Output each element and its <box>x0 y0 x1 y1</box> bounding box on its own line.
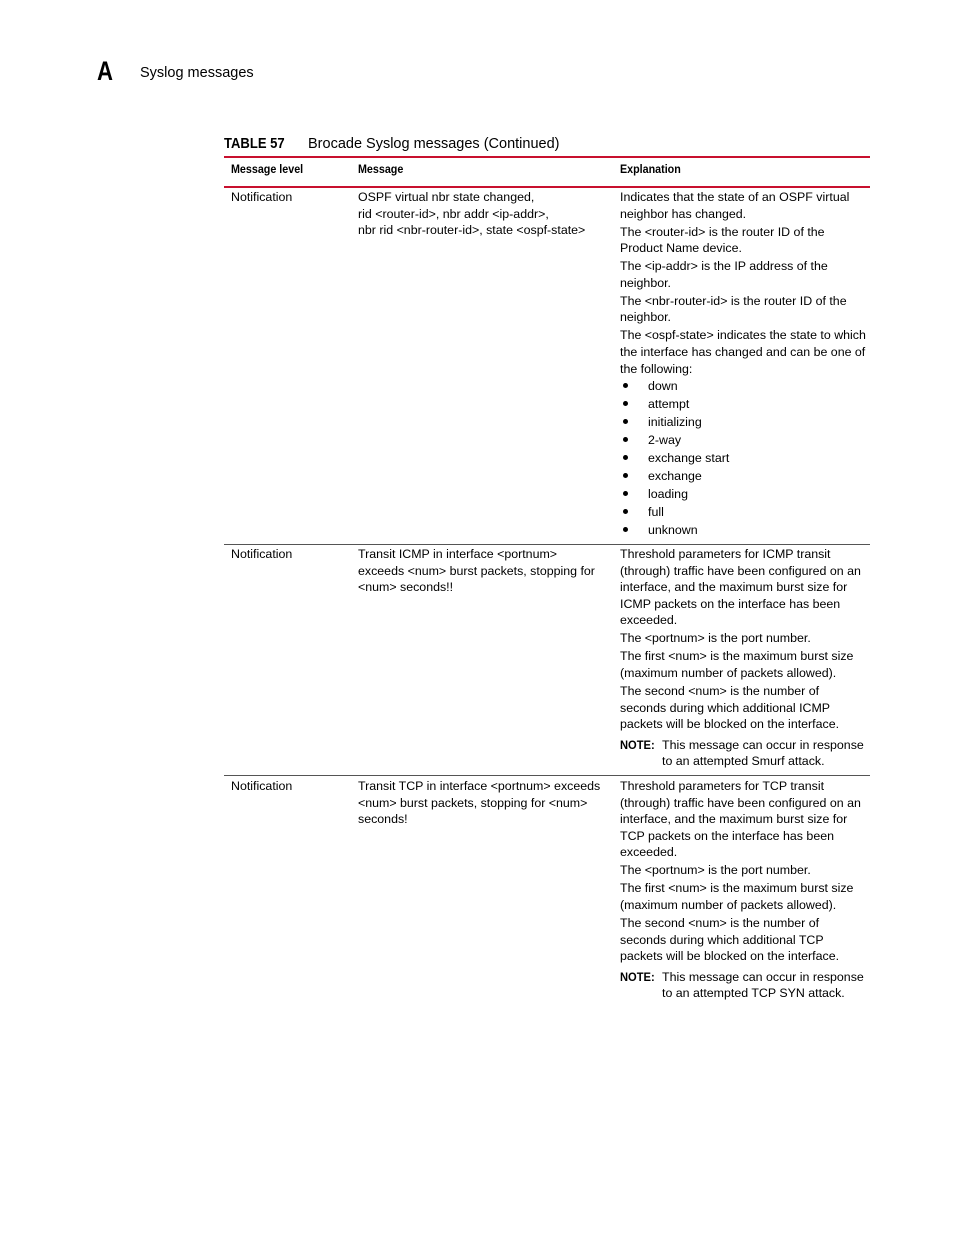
list-item: 2-way <box>620 432 868 449</box>
list-item: full <box>620 504 868 521</box>
table-caption-text: Brocade Syslog messages (Continued) <box>308 136 560 152</box>
message-line: exceeds <num> burst packets, stopping for <box>358 563 595 578</box>
row-level: Notification <box>231 547 293 561</box>
note-label: NOTE: <box>620 969 655 984</box>
list-item: attempt <box>620 396 868 413</box>
list-item: unknown <box>620 522 868 539</box>
message-line: Transit ICMP in interface <portnum> <box>358 547 558 561</box>
table-caption <box>224 135 559 153</box>
section-title: Syslog messages <box>140 65 254 81</box>
row-divider <box>224 775 870 776</box>
explanation-paragraph: The <portnum> is the port number. <box>620 863 811 878</box>
explanation-paragraph: The second <num> is the number of seconds during which additional TCP packets will be blocked on the interface. <box>620 915 840 964</box>
list-item: down <box>620 378 868 395</box>
table-row <box>231 189 349 206</box>
list-item: exchange start <box>620 450 868 467</box>
explanation-paragraph: The <ospf-state> indicates the state to which the interface has changed and can be one of the following: <box>620 328 866 376</box>
explanation-paragraph: Indicates that the state of an OSPF virtual neighbor has changed. <box>620 190 850 221</box>
explanation-paragraph: The <router-id> is the router ID of the Product Name device. <box>620 224 825 256</box>
row-divider <box>224 544 870 545</box>
explanation-paragraph: The <portnum> is the port number. <box>620 631 811 646</box>
table-header-rule <box>224 186 870 188</box>
note <box>620 737 868 770</box>
explanation-paragraph: The <nbr-router-id> is the router ID of the neighbor. <box>620 293 847 325</box>
row-level: Notification <box>231 779 293 793</box>
column-header-message: Message <box>358 162 404 176</box>
appendix-letter: A <box>97 56 113 86</box>
list-item: exchange <box>620 468 868 485</box>
message-line: seconds! <box>358 812 408 827</box>
row-explanation <box>620 778 868 1002</box>
column-header-explanation: Explanation <box>620 162 681 176</box>
table-number: TABLE 57 <box>224 136 285 152</box>
explanation-paragraph: The first <num> is the maximum burst size (maximum number of packets allowed). <box>620 649 854 680</box>
row-explanation <box>620 546 868 770</box>
row-message <box>358 778 610 828</box>
message-line: <num> burst packets, stopping for <num> <box>358 795 588 810</box>
explanation-paragraph: Threshold parameters for TCP transit (through) traffic have been configured on an interface, and the maximum burst size for TCP packets on the interface has been exceeded. <box>620 779 861 860</box>
note-text: This message can occur in response to an attempted Smurf attack. <box>662 737 864 769</box>
note <box>620 969 868 1002</box>
message-line: OSPF virtual nbr state changed, <box>358 190 535 204</box>
explanation-paragraph: The <ip-addr> is the IP address of the neighbor. <box>620 259 828 290</box>
table-top-rule <box>224 156 870 158</box>
message-line: rid <router-id>, nbr addr <ip-addr>, <box>358 206 549 221</box>
column-header-message-level: Message level <box>231 162 304 176</box>
message-line: <num> seconds!! <box>358 580 454 595</box>
note-label: NOTE: <box>620 737 655 752</box>
row-explanation <box>620 189 868 540</box>
state-list <box>620 378 868 538</box>
explanation-paragraph: Threshold parameters for ICMP transit (through) traffic have been configured on an interface, and the maximum burst size for ICMP packets on the interface has been exceeded. <box>620 547 861 628</box>
message-line: Transit TCP in interface <portnum> exceeds <box>358 779 601 793</box>
explanation-paragraph: The first <num> is the maximum burst size (maximum number of packets allowed). <box>620 881 854 912</box>
row-message <box>358 189 610 239</box>
list-item: loading <box>620 486 868 503</box>
table-row <box>231 546 349 563</box>
list-item: initializing <box>620 414 868 431</box>
note-text: This message can occur in response to an attempted TCP SYN attack. <box>662 969 864 1001</box>
explanation-paragraph: The second <num> is the number of seconds during which additional ICMP packets will be blocked on the interface. <box>620 683 840 732</box>
row-message <box>358 546 610 596</box>
table-row <box>231 778 349 795</box>
message-line: nbr rid <nbr-router-id>, state <ospf-state> <box>358 223 586 238</box>
row-level: Notification <box>231 190 293 204</box>
